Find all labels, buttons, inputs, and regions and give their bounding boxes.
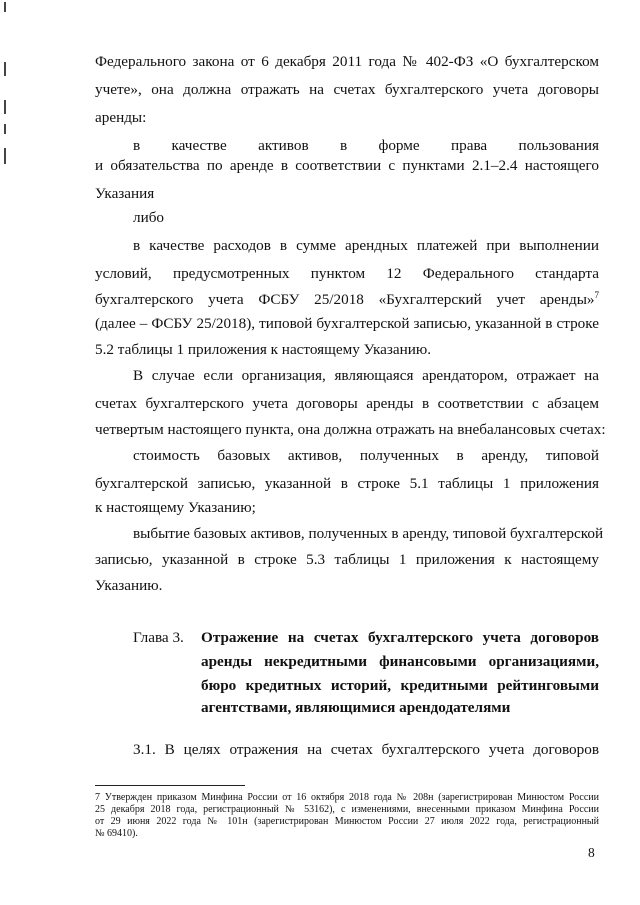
footnote-line: № 69410).	[95, 828, 138, 839]
chapter-title-line: аренды некредитными финансовыми организациями,	[201, 653, 599, 670]
text-line: стоимость базовых активов, полученных в аренду, типовой	[133, 447, 599, 464]
chapter-title-line: Отражение на счетах бухгалтерского учета договоров	[201, 629, 599, 646]
text-line: либо	[133, 209, 165, 226]
footnote-line: 25 декабря 2018 года, регистрационный № 53162), с изменениями, внесенными приказом Минфина России	[95, 804, 599, 815]
text-line: В случае если организация, являющаяся арендатором, отражает на	[133, 367, 599, 384]
text-span: бухгалтерского учета ФСБУ 25/2018 «Бухгалтерский учет аренды»	[95, 291, 595, 308]
footnote-line: от 29 июня 2022 года № 101н (зарегистрирован Минюстом России 27 июля 2022 года, регистрационный	[95, 816, 599, 827]
margin-mark	[4, 124, 6, 134]
margin-mark	[4, 62, 6, 76]
page-number: 8	[588, 845, 595, 860]
text-line: Указанию.	[95, 577, 163, 594]
text-line: условий, предусмотренных пунктом 12 Федерального стандарта	[95, 265, 599, 282]
text-line: 5.2 таблицы 1 приложения к настоящему Указанию.	[95, 341, 432, 358]
footnote-ref: 7	[594, 289, 599, 300]
text-line: бухгалтерской записью, указанной в строке 5.1 таблицы 1 приложения	[95, 475, 599, 492]
margin-mark	[4, 100, 6, 114]
section-line: 3.1. В целях отражения на счетах бухгалтерского учета договоров	[133, 741, 599, 758]
text-line: учете», она должна отражать на счетах бухгалтерского учета договоры	[95, 81, 599, 98]
text-line: аренды:	[95, 109, 147, 126]
margin-mark	[4, 148, 6, 164]
chapter-title-line: бюро кредитных историй, кредитными рейтинговыми	[201, 677, 599, 694]
chapter-label: Глава 3.	[133, 629, 184, 646]
text-line: в качестве расходов в сумме арендных платежей при выполнении	[133, 237, 599, 254]
footnote-divider	[95, 785, 245, 786]
text-line: Федерального закона от 6 декабря 2011 года № 402-ФЗ «О бухгалтерском	[95, 53, 599, 70]
chapter-title-line: агентствами, являющимися арендодателями	[201, 699, 511, 716]
text-line: счетах бухгалтерского учета договоры аренды в соответствии с абзацем	[95, 395, 599, 412]
text-line: (далее – ФСБУ 25/2018), типовой бухгалтерской записью, указанной в строке	[95, 315, 599, 332]
text-line: в качестве активов в форме права пользования	[133, 137, 599, 154]
footnote-line: 7 Утвержден приказом Минфина России от 16 октября 2018 года № 208н (зарегистрирован Минюстом России	[95, 792, 599, 803]
text-line: к настоящему Указанию;	[95, 499, 256, 516]
text-line: четвертым настоящего пункта, она должна отражать на внебалансовых счетах:	[95, 421, 606, 438]
text-line: Указания	[95, 185, 155, 202]
text-line	[95, 290, 599, 310]
text-line: и обязательства по аренде в соответствии с пунктами 2.1–2.4 настоящего	[95, 157, 599, 174]
text-line: записью, указанной в строке 5.3 таблицы 1 приложения к настоящему	[95, 551, 599, 568]
margin-mark	[4, 2, 6, 12]
text-line: выбытие базовых активов, полученных в аренду, типовой бухгалтерской	[133, 525, 604, 542]
